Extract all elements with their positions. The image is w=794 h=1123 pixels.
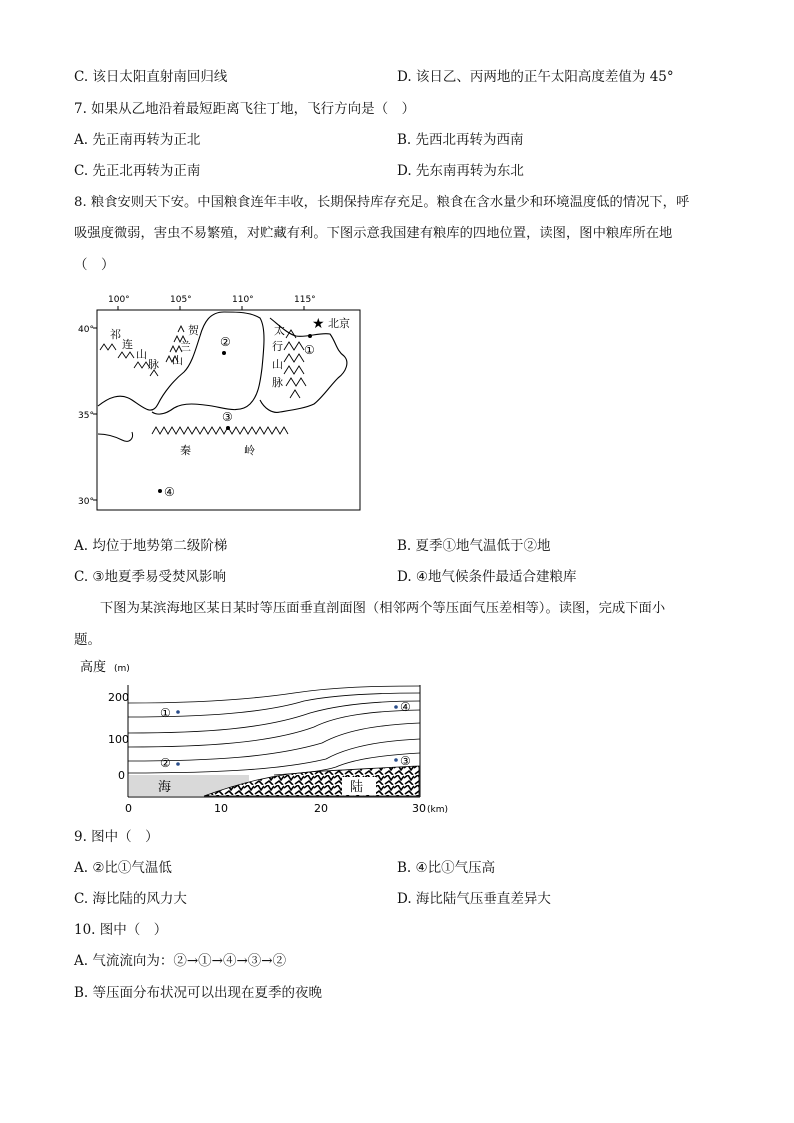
helan-label: 山 bbox=[172, 354, 183, 367]
y-tick: 200 bbox=[108, 691, 129, 704]
q8-option-a: A. 均位于地势第二级阶梯 bbox=[74, 538, 228, 554]
q9-option-b: B. ④比①气压高 bbox=[397, 860, 496, 876]
profile-ylabel: 高度 bbox=[80, 660, 107, 675]
point-2-label: ② bbox=[220, 335, 231, 349]
lon-label: 105° bbox=[170, 295, 192, 305]
q10-option-a: A. 气流流向为：②→①→④→③→② bbox=[74, 953, 287, 969]
sea-label: 海 bbox=[158, 780, 172, 795]
point-4-dot bbox=[158, 489, 162, 493]
qilian-label: 祁 bbox=[110, 328, 121, 341]
q8-option-c: C. ③地夏季易受焚风影响 bbox=[74, 569, 227, 585]
q9-option-d: D. 海比陆气压垂直差异大 bbox=[397, 891, 551, 907]
qinling-mountains bbox=[152, 427, 288, 434]
helan-label: 贺 bbox=[188, 324, 199, 337]
q7-option-c: C. 先正北再转为正南 bbox=[74, 163, 201, 179]
q7-stem: 7. 如果从乙地沿着最短距离飞往丁地，飞行方向是（ ） bbox=[74, 101, 416, 117]
q10-option-b: B. 等压面分布状况可以出现在夏季的夜晚 bbox=[74, 985, 323, 1001]
profile-point-4-dot bbox=[394, 705, 398, 709]
q7-option-a: A. 先正南再转为正北 bbox=[74, 132, 201, 148]
q8-stem-line1: 8. 粮食安则天下安。中国粮食连年丰收，长期保持库存充足。粮食在含水量少和环境温度低的情况下，呼 bbox=[74, 195, 690, 210]
q8-stem-line3: （ ） bbox=[74, 257, 115, 273]
q6-option-d: D. 该日乙、丙两地的正午太阳高度差值为 45° bbox=[397, 69, 674, 85]
profile-point-3-label: ③ bbox=[400, 754, 411, 768]
lat-label: 40° bbox=[78, 325, 94, 335]
q9-option-a: A. ②比①气温低 bbox=[74, 860, 172, 876]
q9-stem: 9. 图中（ ） bbox=[74, 829, 159, 845]
lat-label: 35° bbox=[78, 411, 94, 421]
qilian-label: 连 bbox=[122, 338, 133, 351]
qinling-label: 秦 bbox=[180, 444, 191, 457]
intro-line1: 下图为某滨海地区某日某时等压面垂直剖面图（相邻两个等压面气压差相等）。读图，完成下面小 bbox=[100, 601, 666, 616]
intro-line2: 题。 bbox=[74, 632, 101, 648]
point-3-dot bbox=[226, 426, 230, 430]
beijing-label: 北京 bbox=[328, 317, 350, 330]
point-1-dot bbox=[308, 334, 312, 338]
taihang-label: 山 bbox=[272, 358, 283, 371]
q8-option-d: D. ④地气候条件最适合建粮库 bbox=[397, 569, 577, 585]
y-tick: 0 bbox=[118, 769, 125, 782]
taihang-mountains bbox=[284, 330, 306, 398]
point-3-label: ③ bbox=[222, 410, 233, 424]
q9-option-c: C. 海比陆的风力大 bbox=[74, 891, 187, 907]
beijing-star-icon: ★ bbox=[312, 316, 325, 332]
q6-option-c: C. 该日太阳直射南回归线 bbox=[74, 69, 228, 85]
q10-stem: 10. 图中（ ） bbox=[74, 922, 168, 938]
q8-stem-line2: 吸强度微弱，害虫不易繁殖，对贮藏有利。下图示意我国建有粮库的四地位置，读图，图中粮库所在地 bbox=[74, 226, 673, 241]
profile-yunit: (m) bbox=[114, 664, 130, 674]
lon-label: 110° bbox=[232, 295, 254, 305]
river-west bbox=[98, 432, 133, 441]
profile-point-2-dot bbox=[176, 762, 180, 766]
profile-point-2-label: ② bbox=[160, 756, 171, 770]
helan-label: 兰 bbox=[180, 340, 191, 353]
qilian-label: 脉 bbox=[148, 358, 159, 371]
isobaric-profile bbox=[74, 655, 458, 820]
x-tick: 0 bbox=[125, 802, 132, 815]
taihang-label: 行 bbox=[272, 340, 283, 353]
profile-point-4-label: ④ bbox=[400, 700, 411, 714]
taihang-label: 太 bbox=[274, 324, 285, 337]
point-4-label: ④ bbox=[164, 485, 175, 499]
profile-point-1-dot bbox=[176, 710, 180, 714]
profile-xunit: (km) bbox=[427, 805, 449, 815]
q8-option-b: B. 夏季①地气温低于②地 bbox=[397, 538, 551, 554]
x-tick: 20 bbox=[314, 802, 328, 815]
taihang-label: 脉 bbox=[272, 376, 283, 389]
granary-map bbox=[74, 288, 374, 520]
profile-point-1-label: ① bbox=[160, 706, 171, 720]
land-label: 陆 bbox=[350, 780, 364, 795]
y-tick: 100 bbox=[108, 733, 129, 746]
lat-label: 30° bbox=[78, 497, 94, 507]
point-2-dot bbox=[222, 351, 226, 355]
q7-option-b: B. 先西北再转为西南 bbox=[397, 132, 524, 148]
q7-option-d: D. 先东南再转为东北 bbox=[397, 163, 524, 179]
qinling-label: 岭 bbox=[244, 444, 255, 457]
qilian-label: 山 bbox=[136, 348, 147, 361]
lon-label: 115° bbox=[294, 295, 316, 305]
profile-point-3-dot bbox=[394, 758, 398, 762]
x-tick: 10 bbox=[214, 802, 228, 815]
lon-label: 100° bbox=[108, 295, 130, 305]
point-1-label: ① bbox=[304, 343, 315, 357]
x-tick: 30 bbox=[412, 802, 426, 815]
